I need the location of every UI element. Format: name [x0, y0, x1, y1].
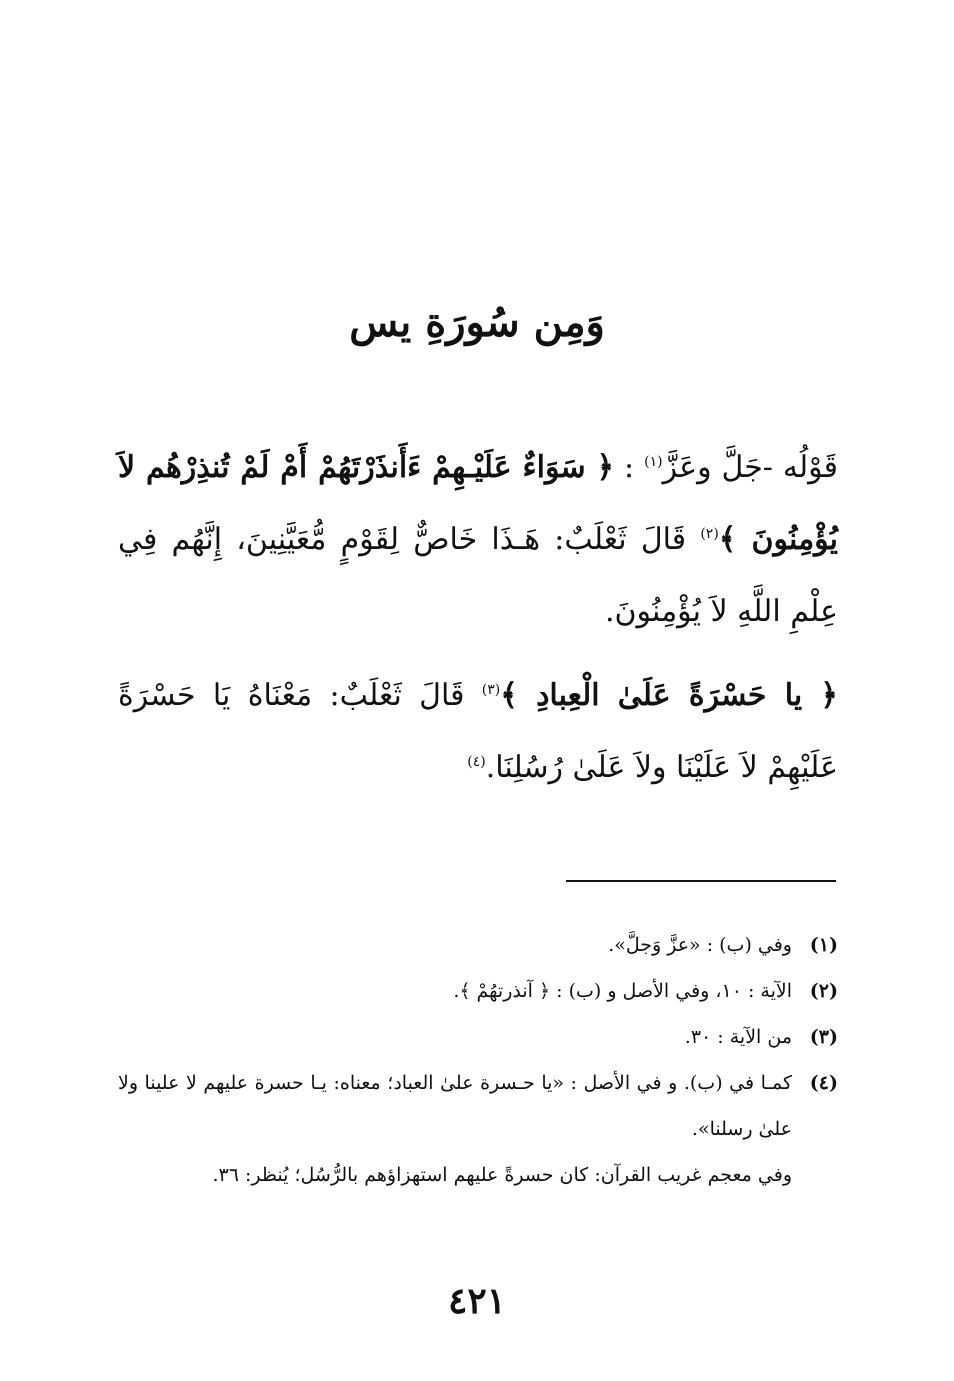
quran-verse-1: ﴿ سَوَاءٌ عَلَيْـهِمْ ءَأَنذَرْتَهُمْ أَمْ لَمْ تُنذِرْهُم لاَ يُؤْمِنُونَ ﴾ [118, 450, 838, 557]
footnote-number: (٤) [809, 1072, 838, 1094]
footnote-number: (١) [809, 934, 838, 956]
paragraph-1-commentary: قَالَ ثَعْلَبٌ: هَـذَا خَاصٌّ لِقَوْمٍ مُّعَيَّنِينَ، إِنَّهُم فِي عِلْمِ اللَّهِ لاَ يُؤْمِنُونَ. [118, 522, 838, 629]
paragraph-2 [118, 660, 838, 804]
footnote-text: من الآية : ٣٠. [684, 1026, 792, 1048]
footnote-2 [118, 968, 838, 1014]
page-number: ٤٢١ [447, 1280, 506, 1322]
footnote-number: (٢) [809, 980, 838, 1002]
footnote-4-continuation: وفي معجم غريب القرآن: كان حسرةً عليهم استهزاؤهم بالرُّسُل؛ يُنظر: ٣٦. [212, 1164, 792, 1186]
footnote-ref-2: (٢) [700, 526, 719, 542]
footnote-ref-1: (١) [644, 454, 663, 470]
footnotes [118, 922, 838, 1198]
quran-verse-2: ﴿ يا حَسْرَةً عَلَىٰ الْعِبادِ ﴾ [500, 678, 838, 713]
footnote-ref-4: (٤) [467, 754, 486, 770]
paragraph-1-lead: قَوْلُه -جَلَّ وعَزَّ [662, 450, 838, 485]
colon: : [624, 450, 635, 485]
footnote-separator [566, 880, 836, 882]
paragraph-2-commentary: قَالَ ثَعْلَبٌ: مَعْنَاهُ يَا حَسْرَةً عَلَيْهِمْ لاَ عَلَيْنَا ولاَ عَلَىٰ رُسُلِنَا. [118, 678, 838, 785]
paragraph-1 [118, 432, 838, 648]
footnote-number: (٣) [809, 1026, 838, 1048]
footnote-1 [118, 922, 838, 968]
footnote-text: الآية : ١٠، وفي الأصل و (ب) : ﴿ آنذرتهُمْ ﴾. [453, 980, 792, 1002]
footnote-4 [118, 1060, 838, 1152]
footnote-ref-3: (٣) [481, 682, 501, 698]
chapter-title: وَمِن سُورَةِ يس [349, 299, 605, 346]
footnote-3 [118, 1014, 838, 1060]
footnote-text: وفي (ب) : «عزَّ وَجلَّ». [608, 934, 792, 956]
footnote-text: كمـا في (ب). و في الأصل : «يا حـسرة علىٰ العباد؛ معناه: يـا حسرة عليهم لا علينا ولا علىٰ رسلنا». [118, 1072, 792, 1140]
